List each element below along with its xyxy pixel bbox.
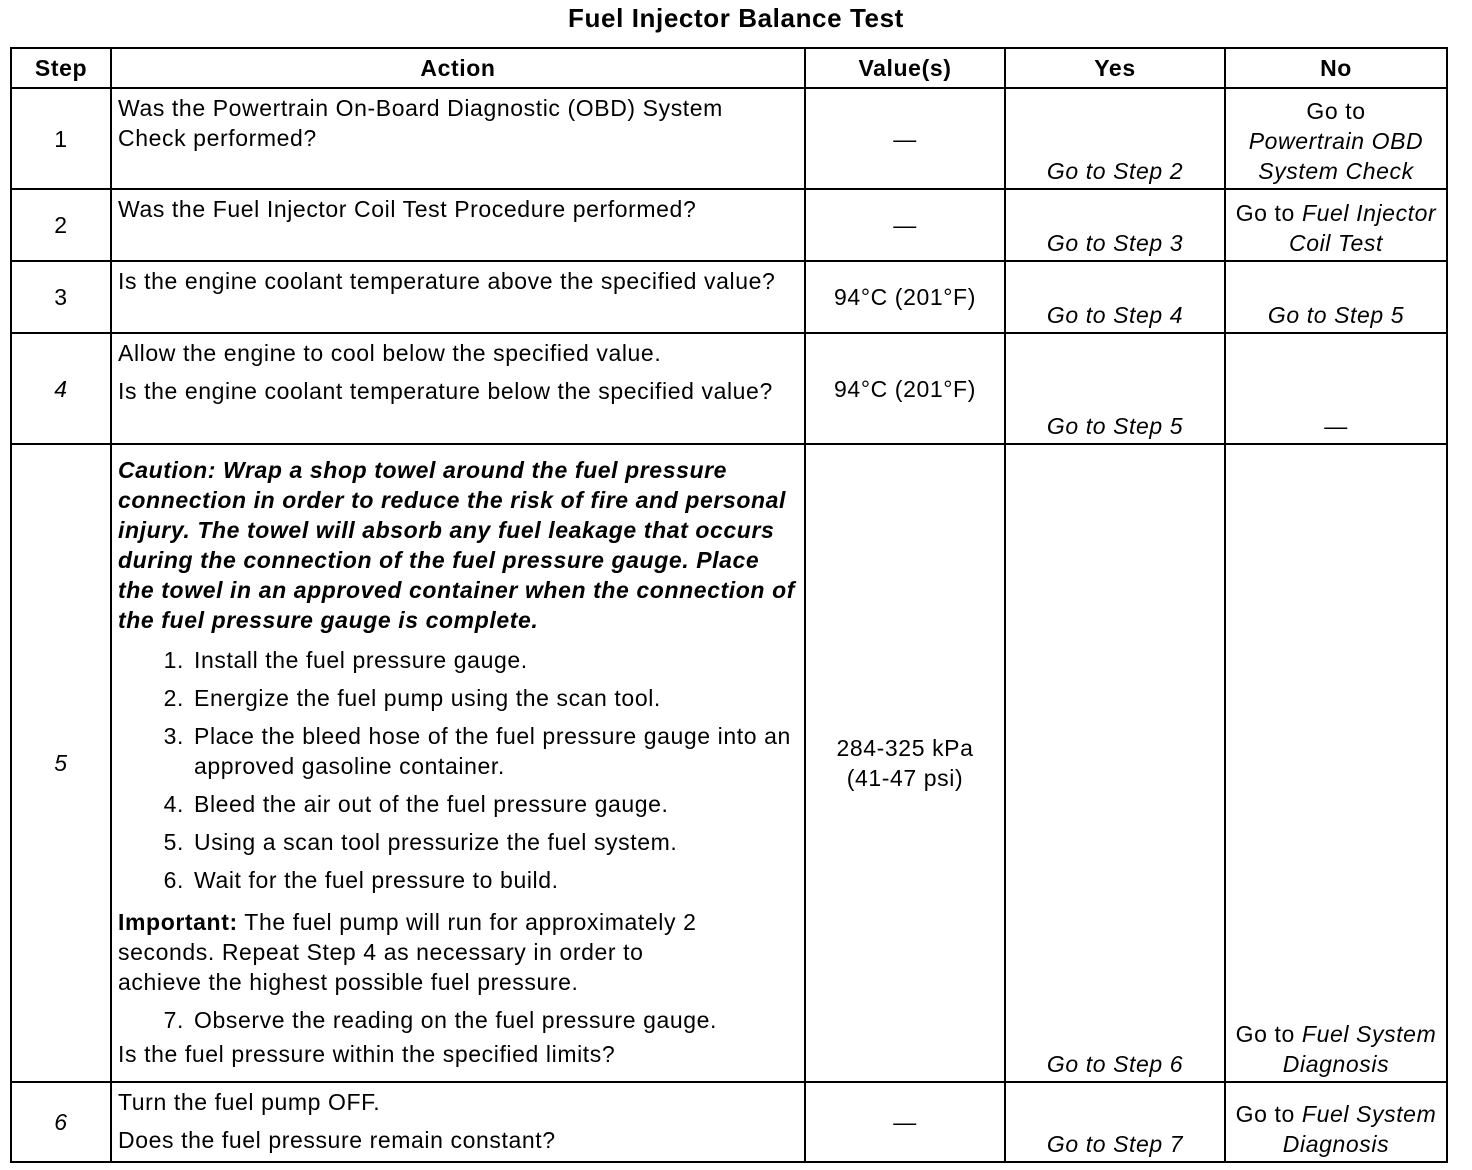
list-item: 4. Bleed the air out of the fuel pressure gauge. [163,791,669,817]
list-item: 7. Observe the reading on the fuel pressure gauge. [163,1007,718,1033]
yes-cell: Go to Step 4 [1005,261,1225,333]
step-number: 2 [11,189,111,261]
yes-cell: Go to Step 3 [1005,189,1225,261]
no-prefix: Go to [1235,200,1295,226]
table-row [11,189,1447,261]
procedure-list [118,645,798,895]
no-link: Fuel Injector Coil Test [1288,200,1437,256]
action-cell [111,333,805,444]
value-cell: 94°C (201°F) [805,261,1005,333]
question-text: Is the engine coolant temperature below the specified value? [118,378,773,404]
table-row [11,444,1447,1082]
action-cell [111,1082,805,1162]
yes-cell: Go to Step 7 [1005,1082,1225,1162]
important-note [118,907,798,997]
action-text: Allow the engine to cool below the specified value. [118,340,662,366]
action-text: Is the engine coolant temperature above the specified value? [111,261,805,333]
action-text: Was the Fuel Injector Coil Test Procedure performed? [111,189,805,261]
action-cell [111,444,805,1082]
value-cell: 94°C (201°F) [805,333,1005,444]
yes-cell: Go to Step 5 [1005,333,1225,444]
value-cell: — [805,189,1005,261]
header-row [11,48,1447,88]
list-item: 2. Energize the fuel pump using the scan tool. [163,685,661,711]
no-cell [1225,189,1447,261]
table-row [11,333,1447,444]
step-number: 1 [11,88,111,189]
no-cell: — [1225,333,1447,444]
no-prefix: Go to [1306,98,1366,124]
no-cell [1225,444,1447,1082]
no-cell [1225,1082,1447,1162]
header-yes: Yes [1005,48,1225,88]
yes-cell: Go to Step 2 [1005,88,1225,189]
caution-text: Caution: Wrap a shop towel around the fuel pressure connection in order to reduce the risk of fire and personal injury. The towel will absorb any fuel leakage that occurs during the connection of the fuel pressure gauge. Place the towel in an approved container when the connection of the fuel pressure gauge is complete. [118,457,795,633]
table-row [11,88,1447,189]
list-item: 1. Install the fuel pressure gauge. [163,647,528,673]
no-link: Fuel System Diagnosis [1282,1101,1437,1157]
diagnostic-table [10,47,1448,1163]
step-number: 4 [11,333,111,444]
step-number: 6 [11,1082,111,1162]
table-row [11,1082,1447,1162]
no-cell: Go to Step 5 [1225,261,1447,333]
header-no: No [1225,48,1447,88]
important-label: Important: [118,909,238,935]
page-title: Fuel Injector Balance Test [568,3,904,33]
step-number: 5 [11,444,111,1082]
action-text: Turn the fuel pump OFF. [118,1089,381,1115]
header-action: Action [111,48,805,88]
list-item: 6. Wait for the fuel pressure to build. [163,867,559,893]
no-link: Powertrain OBD System Check [1248,128,1424,184]
question-text: Is the fuel pressure within the specified limits? [118,1041,616,1067]
no-prefix: Go to [1235,1021,1295,1047]
value-psi: (41-47 psi) [846,765,964,791]
no-link: Fuel System Diagnosis [1282,1021,1437,1077]
no-prefix: Go to [1235,1101,1295,1127]
step-number: 3 [11,261,111,333]
list-item: 3. Place the bleed hose of the fuel pressure gauge into an approved gasoline container. [163,723,791,779]
important-text: The fuel pump will run for approximately 2 seconds. Repeat Step 4 as necessary in order to achieve the highest possible fuel pressure. [118,909,697,995]
action-text: Was the Powertrain On-Board Diagnostic (OBD) System Check performed? [111,88,805,189]
header-values: Value(s) [805,48,1005,88]
procedure-list-continued [118,1005,798,1035]
question-text: Does the fuel pressure remain constant? [118,1127,556,1153]
list-item: 5. Using a scan tool pressurize the fuel system. [163,829,678,855]
header-step: Step [11,48,111,88]
value-cell: — [805,88,1005,189]
value-cell [805,444,1005,1082]
value-kpa: 284-325 kPa [836,735,974,761]
yes-cell: Go to Step 6 [1005,444,1225,1082]
table-row [11,261,1447,333]
no-cell [1225,88,1447,189]
value-cell: — [805,1082,1005,1162]
